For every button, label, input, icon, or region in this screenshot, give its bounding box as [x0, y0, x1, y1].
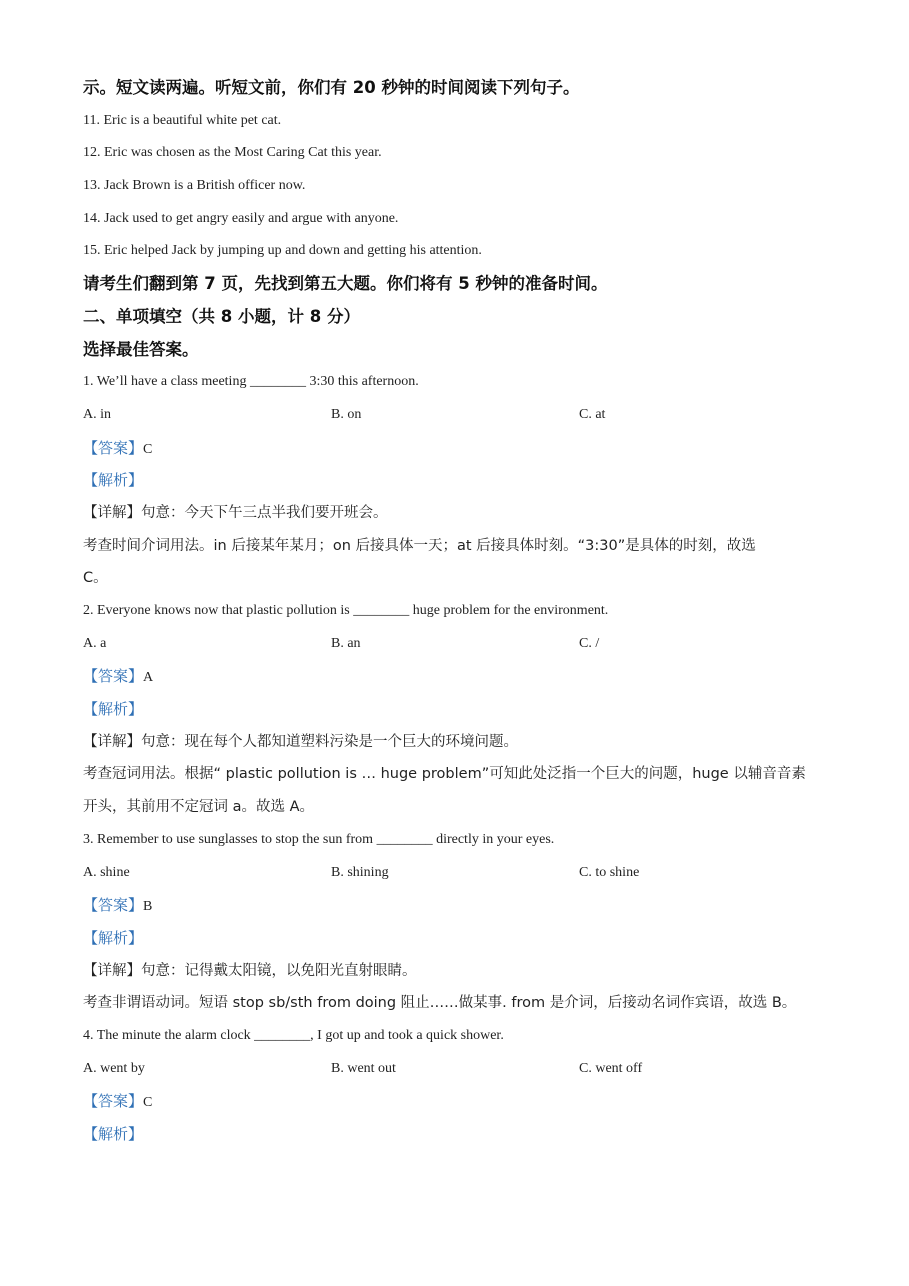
detail-tag: 【详解】 [83, 962, 141, 979]
options-row [83, 1053, 823, 1086]
explanation-line: 考查时间介词用法。in 后接某年某月；on 后接具体一天；at 后接具体时刻。“3:30”是具体的时刻，故选 [83, 537, 756, 554]
answer-line [83, 660, 823, 693]
question-stem: 1. We’ll have a class meeting ________ 3:30 this afternoon. [83, 374, 419, 390]
answer-value: A [143, 670, 154, 686]
detail-tag: 【详解】 [83, 733, 141, 750]
explanation-line: 考查非谓语动词。短语 stop sb/sth from doing 阻止……做某事. from 是介词，后接动名词作宾语，故选 B。 [83, 995, 797, 1012]
option-b: B. went out [331, 1060, 396, 1076]
detail-text: 句意：今天下午三点半我们要开班会。 [141, 504, 388, 521]
option-a: A. shine [83, 864, 130, 880]
option-a: A. a [83, 635, 107, 651]
statement-15: 15. Eric helped Jack by jumping up and down and getting his attention. [83, 243, 482, 259]
answer-line [83, 889, 823, 922]
option-b: B. on [331, 406, 362, 422]
option-a: A. in [83, 406, 111, 422]
answer-line [83, 1085, 823, 1118]
explanation-line: 开头，其前用不定冠词 a。故选 A。 [83, 799, 315, 816]
detail-line [83, 497, 823, 530]
answer-value: B [143, 899, 153, 915]
option-c: C. to shine [579, 864, 640, 880]
statement-12: 12. Eric was chosen as the Most Caring Cat this year. [83, 145, 382, 161]
explanation-line: C。 [83, 570, 108, 587]
answer-tag: 【答案】 [83, 1092, 144, 1111]
detail-tag: 【详解】 [83, 504, 141, 521]
option-a: A. went by [83, 1060, 145, 1076]
section-title: 二、单项填空（共 8 小题，计 8 分） [83, 306, 360, 326]
analysis-tag: 【解析】 [83, 928, 144, 947]
answer-tag: 【答案】 [83, 667, 144, 686]
analysis-tag: 【解析】 [83, 700, 144, 719]
detail-text: 句意：记得戴太阳镜，以免阳光直射眼睛。 [141, 962, 417, 979]
answer-tag: 【答案】 [83, 896, 144, 915]
option-b: B. an [331, 635, 361, 651]
intro-line: 示。短文读两遍。听短文前，你们有 20 秒钟的时间阅读下列句子。 [83, 78, 580, 97]
answer-tag: 【答案】 [83, 438, 144, 457]
options-row [83, 628, 823, 661]
options-row [83, 857, 823, 890]
statement-11: 11. Eric is a beautiful white pet cat. [83, 112, 282, 128]
answer-value: C [143, 441, 153, 457]
question-stem: 3. Remember to use sunglasses to stop the sun from ________ directly in your eyes. [83, 831, 555, 847]
option-c: C. at [579, 406, 606, 422]
detail-line [83, 726, 823, 759]
document-page [83, 72, 823, 1151]
analysis-tag: 【解析】 [83, 1125, 144, 1143]
explanation-line: 考查冠词用法。根据“ plastic pollution is … huge problem”可知此处泛指一个巨大的问题，huge 以辅音音素 [83, 766, 806, 783]
option-c: C. / [579, 635, 600, 651]
section-instruction: 选择最佳答案。 [83, 339, 199, 359]
option-c: C. went off [579, 1060, 643, 1076]
turn-page-note: 请考生们翻到第 7 页，先找到第五大题。你们将有 5 秒钟的准备时间。 [83, 274, 608, 294]
analysis-line [83, 1118, 823, 1151]
question-stem: 2. Everyone knows now that plastic pollution is ________ huge problem for the environment. [83, 603, 609, 618]
statement-14: 14. Jack used to get angry easily and argue with anyone. [83, 210, 399, 226]
answer-value: C [143, 1095, 153, 1111]
option-b: B. shining [331, 864, 389, 880]
analysis-line [83, 922, 823, 955]
analysis-tag: 【解析】 [83, 471, 144, 490]
question-stem: 4. The minute the alarm clock ________, I got up and took a quick shower. [83, 1027, 504, 1043]
detail-line [83, 955, 823, 988]
statement-13: 13. Jack Brown is a British officer now. [83, 178, 306, 194]
answer-line [83, 432, 823, 465]
detail-text: 句意：现在每个人都知道塑料污染是一个巨大的环境问题。 [141, 733, 518, 750]
analysis-line [83, 464, 823, 497]
options-row [83, 399, 823, 432]
analysis-line [83, 693, 823, 726]
